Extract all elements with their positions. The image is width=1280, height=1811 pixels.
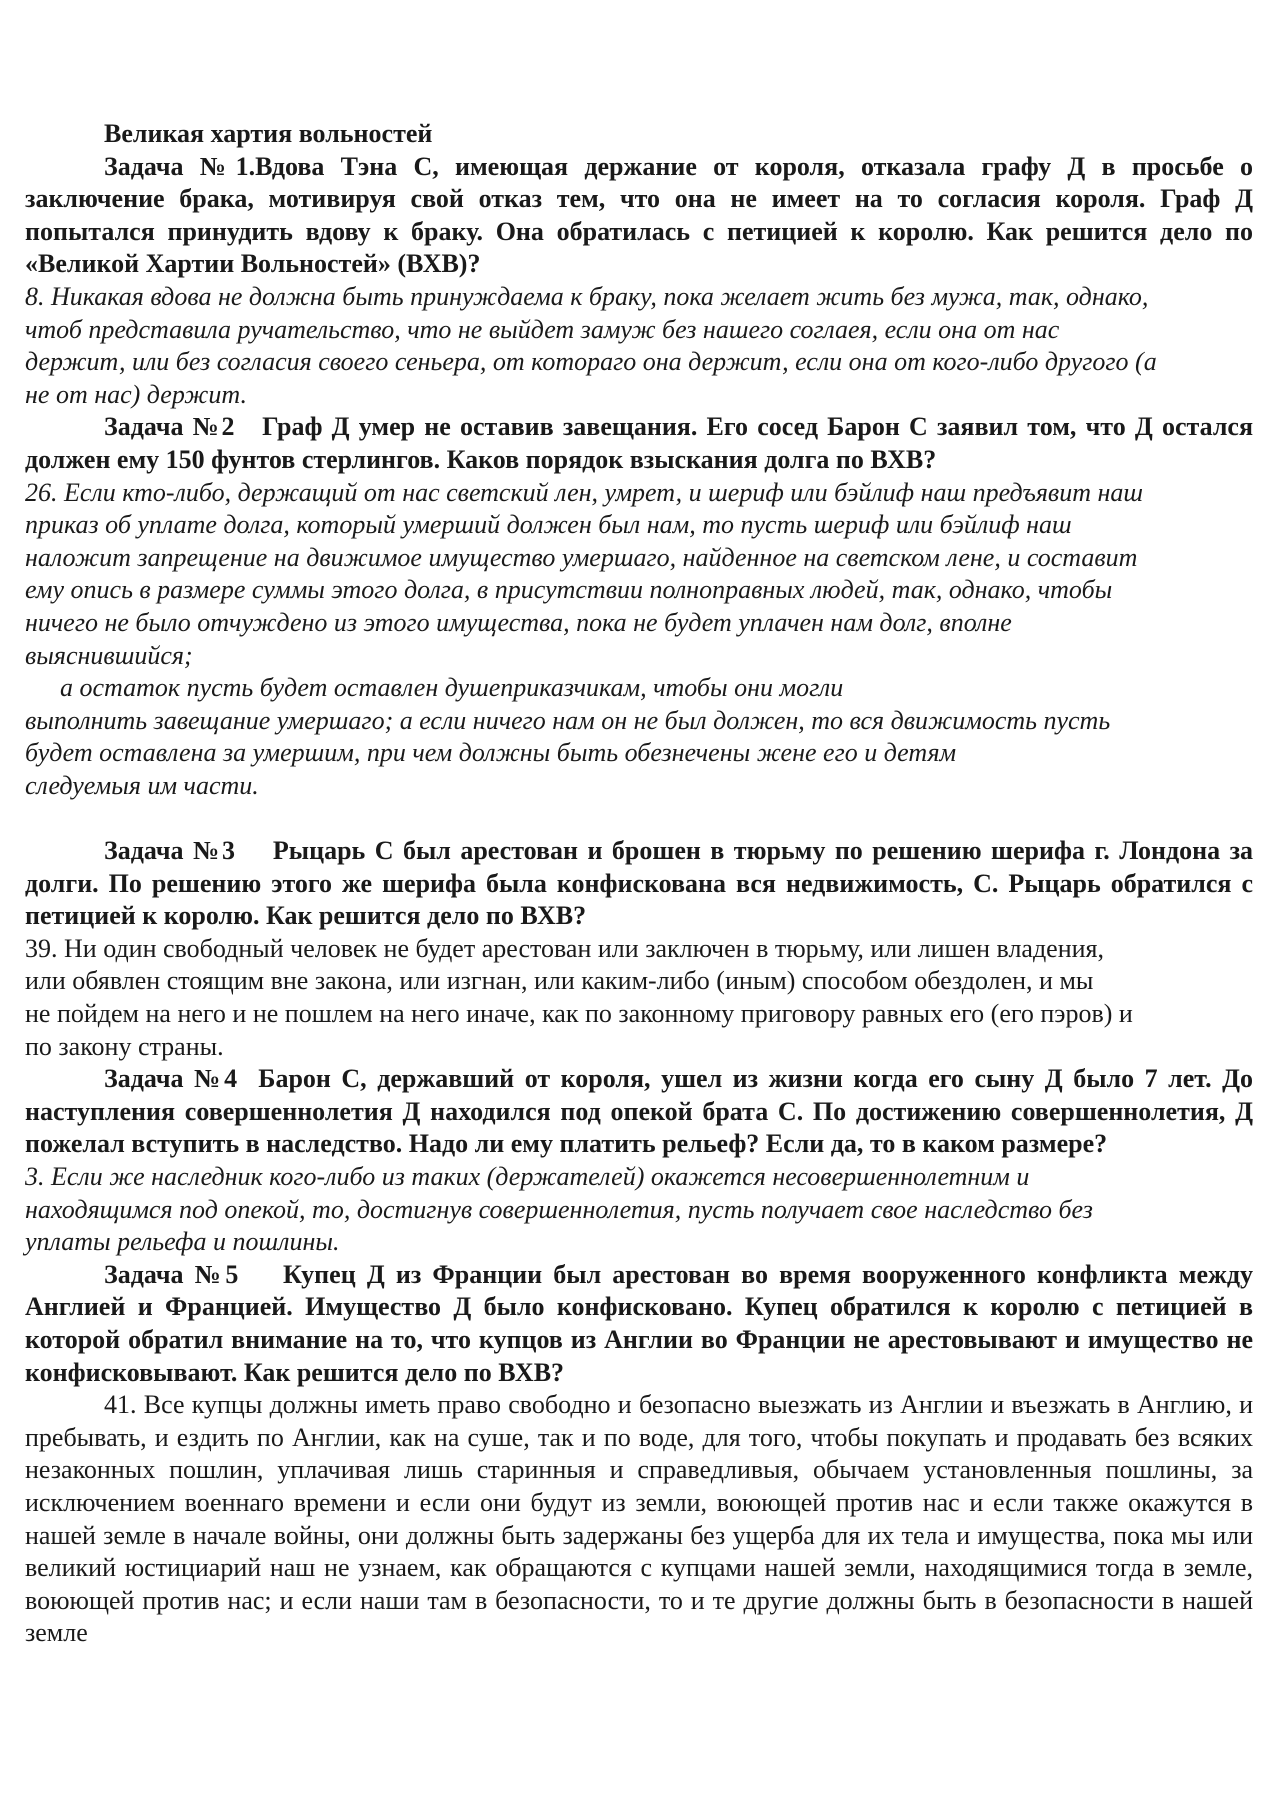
answer-line: 26. Если кто-либо, держащий от нас светский лен, умрет, и шериф или бэйлиф наш предъявит наш (25, 477, 1144, 507)
task-4-text: Барон С, державший от короля, ушел из жизни когда его сыну Д было 7 лет. До наступления совершеннолетия Д находился под опекой брата С. По достижению совершеннолетия, Д пожелал вступить в наследство. Надо ли ему платить рельеф? Если да, то в каком размере? (25, 1064, 1254, 1159)
task-3-text: Рыцарь С был арестован и брошен в тюрьму по решению шерифа г. Лондона за долги. По решению этого же шерифа была конфискована вся недвижимость, С. Рыцарь обратился с петицией к королю. Как решится дело по ВХВ? (25, 836, 1254, 931)
answer-line: держит, или без согласия своего сеньера, от котораго она держит, если она от кого-либо другого (а (25, 347, 1157, 377)
answer-line: не пойдем на него и не пошлем на него иначе, как по законному приговору равных его (его пэров) и (25, 999, 1133, 1029)
answer-line: по закону страны. (25, 1031, 224, 1061)
task-2-heading: Задача №2 (104, 412, 235, 442)
document-title: Великая хартия вольностей (104, 119, 433, 148)
task-3-question (25, 835, 1253, 933)
task-3-answer (25, 933, 1253, 1063)
answer-line: следуемыя им части. (25, 770, 259, 800)
answer-line: наложит запрещение на движимое имущество умершаго, найденное на светском лене, и составит (25, 542, 1138, 572)
answer-line: 3. Если же наследник кого-либо из таких (держателей) окажется несовершеннолетним и (25, 1162, 1030, 1191)
task-5-heading: Задача №5 (104, 1259, 239, 1289)
answer-line: 8. Никакая вдова не должна быть принуждаема к браку, пока желает жить без мужа, так, однако, (25, 281, 1149, 311)
task-1-answer (25, 281, 1253, 411)
answer-line: а остаток пусть будет оставлен душеприказчикам, чтобы они могли (60, 673, 844, 703)
document-page (25, 118, 1253, 1650)
task-1-question (25, 151, 1253, 281)
answer-line: ничего не было отчуждено из этого имущества, пока не будет уплачен нам долг, вполне (25, 607, 1012, 637)
answer-line: будет оставлена за умершим, при чем должны быть обезнечены жене его и детям (25, 738, 957, 768)
task-4-heading: Задача №4 (104, 1064, 238, 1094)
task-5-text: Купец Д из Франции был арестован во время вооруженного конфликта между Англией и Францией. Имущество Д было конфисковано. Купец обратился к королю с петицией в которой обратил внимание на то, что купцов из Англии во Франции не арестовывают и имущество не конфисковывают. Как решится дело по ВХВ? (25, 1259, 1253, 1387)
answer-line: уплаты рельефа и пошлины. (25, 1227, 340, 1257)
blank-line (25, 802, 1253, 835)
answer-line: приказ об уплате долга, который умерший должен был нам, то пусть шериф или бэйлиф наш (25, 510, 1072, 540)
task-2-answer (25, 477, 1253, 803)
answer-line: 39. Ни один свободный человек не будет арестован или заключен в тюрьму, или лишен владения, (25, 933, 1105, 963)
answer-line: выполнить завещание умершаго; а если ничего нам он не был должен, то вся движимость пусть (25, 705, 1111, 735)
task-5-question (25, 1259, 1253, 1389)
answer-line: или обявлен стоящим вне закона, или изгнан, или каким-либо (иным) способом обездолен, и мы (25, 966, 1094, 996)
answer-line: чтоб представила ручательство, что не выйдет замуж без нашего соглаея, если она от нас (25, 314, 1060, 344)
task-1-text: Вдова Тэна С, имеющая держание от короля, отказала графу Д в просьбе о заключение брака, мотивируя свой отказ тем, что она не имеет на то согласия короля. Граф Д попытался принудить вдову к браку. Она обратилась с петицией к королю. Как решится дело по «Великой Хартии Вольностей» (ВХВ)? (25, 151, 1253, 279)
answer-line: ему опись в размере суммы этого долга, в присутствии полноправных людей, так, однако, чтобы (25, 575, 1113, 605)
answer-line: выяснившийся; (25, 640, 193, 670)
answer-line: не от нас) держит. (25, 379, 247, 409)
task-4-answer (25, 1161, 1253, 1259)
answer-line: находящимся под опекой, то, достигнув совершеннолетия, пусть получает свое наследство без (25, 1194, 1093, 1224)
task-1-heading: Задача №1. (104, 151, 256, 181)
task-2-text: Граф Д умер не оставив завещания. Его сосед Барон С заявил том, что Д остался должен ему 150 фунтов стерлингов. Каков порядок взыскания долга по ВХВ? (25, 412, 1254, 474)
task-3-heading: Задача №3 (104, 836, 236, 866)
task-2-question (25, 411, 1253, 476)
task-4-question (25, 1063, 1253, 1161)
task-5-answer: 41. Все купцы должны иметь право свободно и безопасно выезжать из Англии и въезжать в Англию, и пребывать, и ездить по Англии, как на суше, так и по воде, для того, чтобы покупать и продавать без всяких незаконных пошлин, уплачивая лишь старинныя и справедливыя, обычаем установленныя пошлины, за исключением военнаго времени и если они будут из земли, воюющей против нас и если также окажутся в нашей земле в начале войны, они должны быть задержаны без ущерба для их тела и имущества, пока мы или великий юстициарий наш не узнаем, как обращаются с купцами нашей земли, находящимися тогда в земле, воюющей против нас; и если наши там в безопасности, то и те другие должны быть в безопасности в нашей земле (25, 1390, 1253, 1648)
